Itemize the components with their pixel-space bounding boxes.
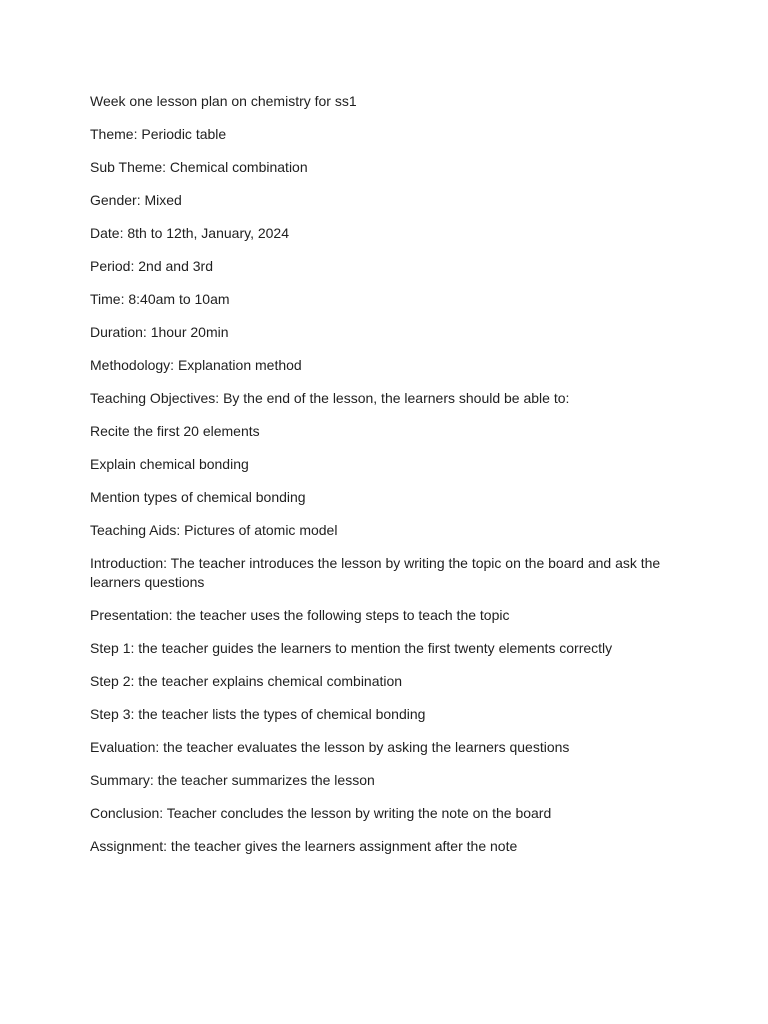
introduction-paragraph: Introduction: The teacher introduces the lesson by writing the topic on the board and ask the learners questions <box>90 555 661 590</box>
evaluation-line: Evaluation: the teacher evaluates the lesson by asking the learners questions <box>90 739 570 755</box>
objective-item: Recite the first 20 elements <box>90 423 260 439</box>
assignment-line: Assignment: the teacher gives the learners assignment after the note <box>90 838 518 854</box>
sub-theme-line: Sub Theme: Chemical combination <box>90 159 308 175</box>
objective-item: Mention types of chemical bonding <box>90 489 306 505</box>
teaching-aids-line: Teaching Aids: Pictures of atomic model <box>90 522 338 538</box>
duration-line: Duration: 1hour 20min <box>90 324 229 340</box>
methodology-line: Methodology: Explanation method <box>90 357 302 373</box>
summary-line: Summary: the teacher summarizes the lesson <box>90 772 375 788</box>
document-title: Week one lesson plan on chemistry for ss1 <box>90 93 357 109</box>
time-line: Time: 8:40am to 10am <box>90 291 230 307</box>
objective-item: Explain chemical bonding <box>90 456 249 472</box>
gender-line: Gender: Mixed <box>90 192 182 208</box>
document-page <box>90 92 690 870</box>
conclusion-line: Conclusion: Teacher concludes the lesson by writing the note on the board <box>90 805 552 821</box>
theme-line: Theme: Periodic table <box>90 126 227 142</box>
step-item: Step 1: the teacher guides the learners to mention the first twenty elements correctly <box>90 640 613 656</box>
period-line: Period: 2nd and 3rd <box>90 258 213 274</box>
step-item: Step 3: the teacher lists the types of chemical bonding <box>90 706 426 722</box>
presentation-line: Presentation: the teacher uses the following steps to teach the topic <box>90 607 510 623</box>
step-item: Step 2: the teacher explains chemical combination <box>90 673 403 689</box>
teaching-objectives-line: Teaching Objectives: By the end of the lesson, the learners should be able to: <box>90 390 570 406</box>
date-line: Date: 8th to 12th, January, 2024 <box>90 225 289 241</box>
